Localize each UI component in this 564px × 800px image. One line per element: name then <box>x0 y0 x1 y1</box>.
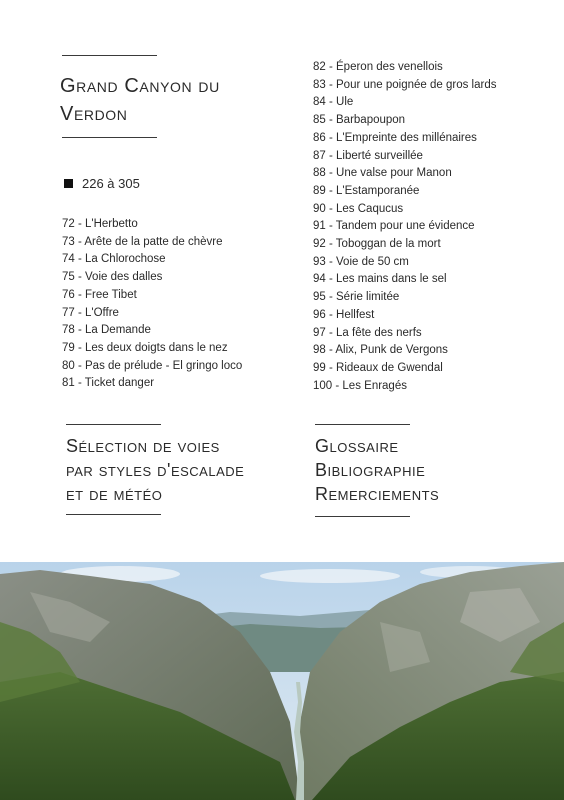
list-item: 94 - Les mains dans le sel <box>313 273 447 286</box>
list-item: 98 - Alix, Punk de Vergons <box>313 344 448 357</box>
list-item: 97 - La fête des nerfs <box>313 326 422 339</box>
selection-bottom-rule <box>66 514 161 515</box>
bibliography-heading: Bibliographie <box>315 460 426 480</box>
route-list-right <box>313 59 496 395</box>
list-item: 95 - Série limitée <box>313 291 400 304</box>
route-list-left <box>62 216 242 393</box>
list-item: 96 - Hellfest <box>313 308 375 321</box>
list-item: 80 - Pas de prélude - El gringo loco <box>62 359 243 372</box>
page-range-label: 226 à 305 <box>82 176 140 191</box>
page-range <box>64 176 140 191</box>
title-bottom-rule <box>62 137 157 138</box>
list-item: 99 - Rideaux de Gwendal <box>313 361 443 374</box>
list-item: 79 - Les deux doigts dans le nez <box>62 341 228 354</box>
glossary-heading: Glossaire <box>315 436 399 456</box>
selection-heading-line-1: Sélection de voies <box>66 436 220 456</box>
page-title-line-1: Grand Canyon du <box>60 75 220 97</box>
list-item: 86 - L'Empreinte des millénaires <box>313 131 477 144</box>
list-item: 93 - Voie de 50 cm <box>313 255 409 268</box>
list-item: 84 - Ule <box>313 96 354 109</box>
list-item: 77 - L'Offre <box>62 306 119 319</box>
list-item: 81 - Ticket danger <box>62 377 155 390</box>
list-item: 91 - Tandem pour une évidence <box>313 220 475 233</box>
selection-heading-line-3: et de météo <box>66 484 163 504</box>
list-item: 85 - Barbapoupon <box>313 114 406 127</box>
list-item: 73 - Arête de la patte de chèvre <box>62 235 223 248</box>
canyon-landscape-photo <box>0 562 564 800</box>
list-item: 78 - La Demande <box>62 324 151 337</box>
list-item: 83 - Pour une poignée de gros lards <box>313 78 497 91</box>
list-item: 87 - Liberté surveillée <box>313 149 423 162</box>
list-item: 89 - L'Estamporanée <box>313 184 420 197</box>
selection-heading-line-2: par styles d'escalade <box>66 460 245 480</box>
back-matter-bottom-rule <box>315 516 410 517</box>
list-item: 74 - La Chlorochose <box>62 253 166 266</box>
acknowledgements-heading: Remerciements <box>315 484 440 504</box>
selection-heading <box>66 434 244 506</box>
title-top-rule <box>62 55 157 56</box>
back-matter-top-rule <box>315 424 410 425</box>
page-title-line-2: Verdon <box>60 103 128 125</box>
selection-top-rule <box>66 424 161 425</box>
list-item: 100 - Les Enragés <box>313 379 407 392</box>
list-item: 92 - Toboggan de la mort <box>313 238 441 251</box>
list-item: 88 - Une valse pour Manon <box>313 167 452 180</box>
list-item: 82 - Éperon des venellois <box>313 61 443 73</box>
back-matter-heading <box>315 434 439 506</box>
page-title <box>60 72 290 128</box>
list-item: 75 - Voie des dalles <box>62 271 163 284</box>
list-item: 72 - L'Herbetto <box>62 218 138 230</box>
list-item: 76 - Free Tibet <box>62 288 137 301</box>
list-item: 90 - Les Caqucus <box>313 202 404 215</box>
square-bullet-icon <box>64 179 73 188</box>
